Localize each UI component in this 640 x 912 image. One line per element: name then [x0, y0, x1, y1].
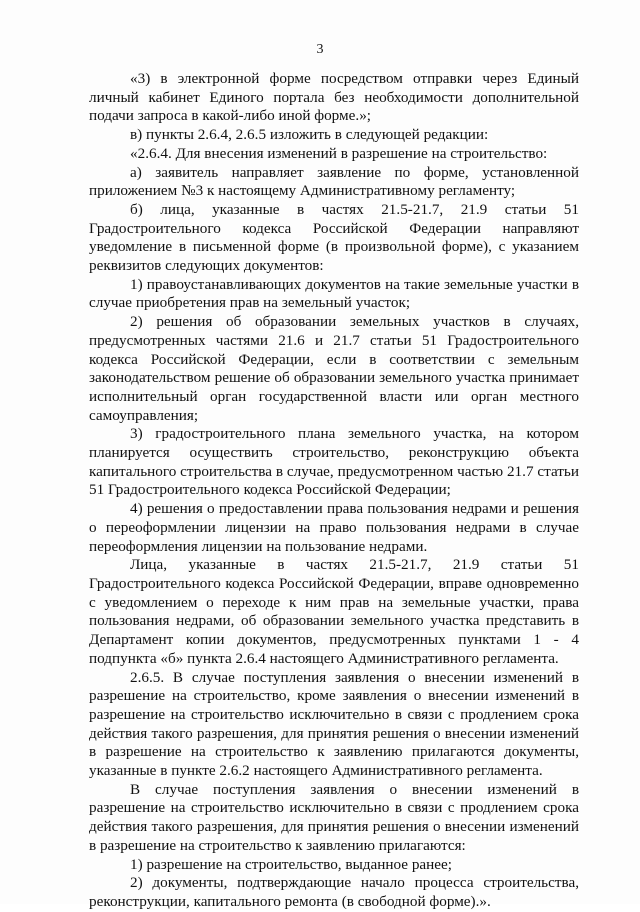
paragraph-extension-item-2: 2) документы, подтверждающие начало процесса строительства, реконструкции, капитального ремонта (в свободной форме).». [89, 874, 579, 910]
page-number: 3 [316, 42, 324, 57]
paragraph-list-item-1: 1) правоустанавливающих документов на такие земельные участки в случае приобретения прав на земельный участок; [89, 275, 579, 312]
paragraph-2-6-4-heading: «2.6.4. Для внесения изменений в разрешение на строительство: [130, 144, 548, 162]
paragraph-extension-item-1: 1) разрешение на строительство, выданное ранее; [130, 855, 452, 873]
paragraph-subitem-b: б) лица, указанные в частях 21.5-21.7, 21.9 статьи 51 Градостроительного кодекса Российской Федерации направляют уведомление в письменной форме (в произвольной форме), с указанием реквизитов следующих документов: [89, 200, 579, 275]
paragraph-subitem-a: а) заявитель направляет заявление по форме, установленной приложением №3 к настоящему Административному регламенту; [89, 163, 579, 200]
paragraph-2-6-5: 2.6.5. В случае поступления заявления о внесении изменений в разрешение на строительство, кроме заявления о внесении изменений в разрешение на строительство исключительно в связи с продлением срока действия такого разрешения, для принятия решения о внесении изменений в разрешение на строительство к заявлению прилагаются документы, указанные в пункте 2.6.2 настоящего Административного регламента. [89, 668, 579, 780]
paragraph-list-item-2: 2) решения об образовании земельных участков в случаях, предусмотренных частями 21.6 и 21.7 статьи 51 Градостроительного кодекса Российской Федерации, если в соответствии с земельным законодательством решение об образовании земельного участка принимает исполнительный орган государственной власти или орган местного самоуправления; [89, 313, 579, 424]
paragraph-list-item-4: 4) решения о предоставлении права пользования недрами и решения о переоформлении лицензии на право пользования недрами в случае переоформления лицензии на пользование недрами. [89, 500, 579, 555]
paragraph-persons-documents: Лица, указанные в частях 21.5-21.7, 21.9 статьи 51 Градостроительного кодекса Российской Федерации, вправе одновременно с уведомлением о переходе к ним прав на земельные участки, права пользования недрами, об образовании земельного участка представить в Департамент копии документов, предусмотренных пунктами 1 - 4 подпункта «б» пункта 2.6.4 настоящего Административного регламента. [89, 556, 579, 667]
document-body [89, 70, 579, 912]
paragraph-amend-points: в) пункты 2.6.4, 2.6.5 изложить в следующей редакции: [130, 126, 489, 144]
paragraph-extension-case: В случае поступления заявления о внесении изменений в разрешение на строительство исключительно в связи с продлением срока действия такого разрешения, для принятия решения о внесении изменений в разрешение на строительство к заявлению прилагаются: [89, 780, 579, 854]
paragraph-list-item-3: 3) градостроительного плана земельного участка, на котором планируется осуществить строительство, реконструкцию объекта капитального строительства в случае, предусмотренном частью 21.7 статьи 51 Градостроительного кодекса Российской Федерации; [89, 425, 579, 499]
paragraph-item-3-electronic-form: «3) в электронной форме посредством отправки через Единый личный кабинет Единого портала без необходимости дополнительной подачи запроса в какой-либо иной форме.»; [89, 70, 579, 125]
